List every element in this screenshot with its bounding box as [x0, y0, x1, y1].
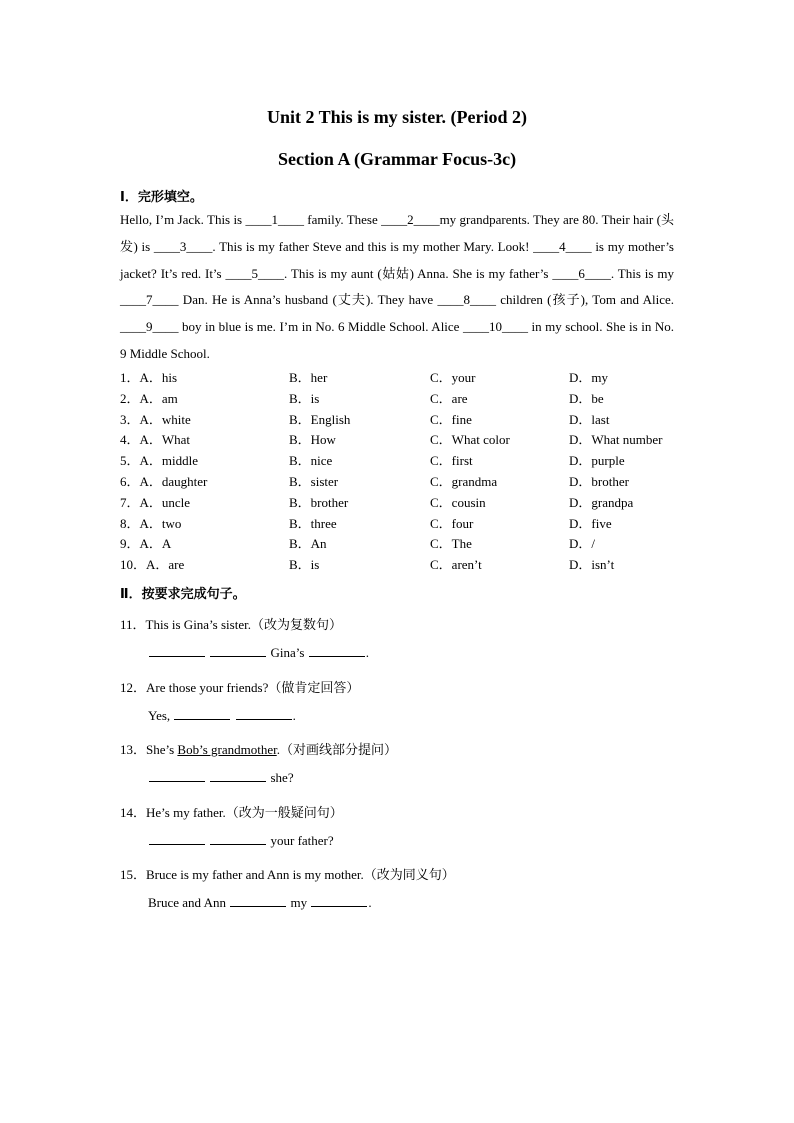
page-title: Unit 2 This is my sister. (Period 2): [266, 107, 527, 127]
option-d: D．my: [569, 370, 609, 385]
option-row: [120, 368, 680, 389]
option-b: B．English: [289, 411, 351, 427]
answer-blank[interactable]: [149, 655, 205, 657]
answer-15: Bruce and Ann my .: [148, 895, 372, 910]
underlined-phrase: Bob’s grandmother: [177, 742, 277, 757]
answer-14: [148, 833, 334, 849]
option-d: D．be: [569, 390, 604, 406]
option-a: 6．A．daughter: [120, 473, 208, 489]
option-d: D．/: [569, 536, 596, 552]
option-d: D．last: [569, 411, 610, 427]
answer-text: she?: [270, 770, 294, 785]
option-a: 7．A．uncle: [120, 494, 191, 510]
question-12: 12．Are those your friends?（做肯定回答）: [120, 680, 360, 695]
option-a: 1．A．his: [120, 370, 178, 385]
option-c: C．What color: [430, 432, 510, 448]
answer-blank[interactable]: [149, 843, 205, 845]
answer-blank[interactable]: [230, 905, 286, 907]
answer-blank[interactable]: [149, 780, 205, 782]
question-11: 11．This is Gina’s sister.（改为复数句）: [120, 617, 342, 632]
option-d: D．grandpa: [569, 494, 634, 510]
answer-blank[interactable]: [309, 655, 365, 657]
option-row: [120, 555, 680, 576]
option-row: [120, 430, 680, 451]
option-c: C．your: [430, 370, 476, 385]
answer-blank[interactable]: [210, 655, 266, 657]
answer-blank[interactable]: [210, 843, 266, 845]
answer-text: your father?: [270, 833, 334, 848]
answer-text: Bruce and Ann: [148, 895, 226, 910]
answer-blank[interactable]: [210, 780, 266, 782]
answer-text: Yes,: [148, 708, 171, 723]
option-b: B．brother: [289, 494, 349, 510]
option-row: [120, 451, 680, 472]
option-c: C．are: [430, 390, 468, 406]
option-b: B．An: [289, 536, 327, 552]
option-d: D．What number: [569, 432, 663, 448]
answer-text: my: [290, 895, 308, 910]
options-list: [120, 368, 680, 576]
option-b: B．How: [289, 432, 336, 448]
option-b: B．is: [289, 390, 320, 406]
option-b: B．her: [289, 370, 328, 385]
question-14: 14．He’s my father.（改为一般疑问句）: [120, 805, 343, 820]
page-subtitle: Section A (Grammar Focus-3c): [277, 149, 517, 169]
option-d: D．brother: [569, 473, 629, 489]
option-c: C．fine: [430, 411, 472, 427]
section1-heading: Ⅰ．完形填空。: [120, 190, 203, 205]
answer-blank[interactable]: [236, 718, 292, 720]
option-b: B．nice: [289, 453, 333, 469]
option-a: 4．A．What: [120, 432, 191, 448]
option-d: D．isn’t: [569, 557, 615, 573]
question-15: 15．Bruce is my father and Ann is my mother.（改为同义句）: [120, 867, 455, 882]
option-row: [120, 472, 680, 493]
option-b: B．sister: [289, 473, 339, 489]
option-row: [120, 389, 680, 410]
option-a: 5．A．middle: [120, 453, 198, 469]
passage-text: Hello, I’m Jack. This is ____1____ family. These ____2____my grandparents. They are 80. Their hair (头发) is ____3____. This is my father Steve and this is my mother Mary. Look! ____4____ is my mother’s jacket? It’s red. It’s ____5____. This is my aunt (姑姑) Anna. She is my father’s ____6____. This is my ____7____ Dan. He is Anna’s husband (丈夫). They have ____8____ children (孩子), Tom and Alice. ____9____ boy in blue is me. I’m in No. 6 Middle School. Alice ____10____ in my school. She is in No. 9 Middle School.: [120, 212, 674, 361]
cloze-passage: [120, 207, 674, 368]
option-a: 8．A．two: [120, 515, 182, 531]
option-row: [120, 493, 680, 514]
question-13: [120, 739, 397, 758]
option-b: B．is: [289, 557, 320, 573]
question-text: 13．She’s: [120, 742, 178, 757]
option-a: 9．A．A: [120, 536, 172, 552]
option-c: C．four: [430, 515, 474, 531]
answer-blank[interactable]: [311, 905, 367, 907]
section2-heading: Ⅱ．按要求完成句子。: [120, 587, 246, 602]
answer-11: Gina’s .: [148, 645, 369, 661]
option-d: D．five: [569, 515, 612, 531]
option-c: C．first: [430, 453, 473, 469]
answer-text: Gina’s: [270, 645, 305, 660]
option-c: C．The: [430, 536, 472, 552]
option-row: [120, 410, 680, 431]
option-c: C．aren’t: [430, 557, 482, 573]
question-instruction: .（对画线部分提问）: [276, 742, 397, 757]
answer-13: [148, 770, 294, 786]
option-c: C．grandma: [430, 473, 498, 489]
option-row: [120, 514, 680, 535]
option-row: [120, 534, 680, 555]
option-a: 10．A．are: [120, 557, 185, 573]
option-a: 2．A．am: [120, 390, 178, 406]
answer-blank[interactable]: [174, 718, 230, 720]
option-a: 3．A．white: [120, 411, 191, 427]
answer-12: Yes, .: [148, 708, 296, 723]
option-d: D．purple: [569, 453, 625, 469]
option-c: C．cousin: [430, 494, 486, 510]
option-b: B．three: [289, 515, 337, 531]
